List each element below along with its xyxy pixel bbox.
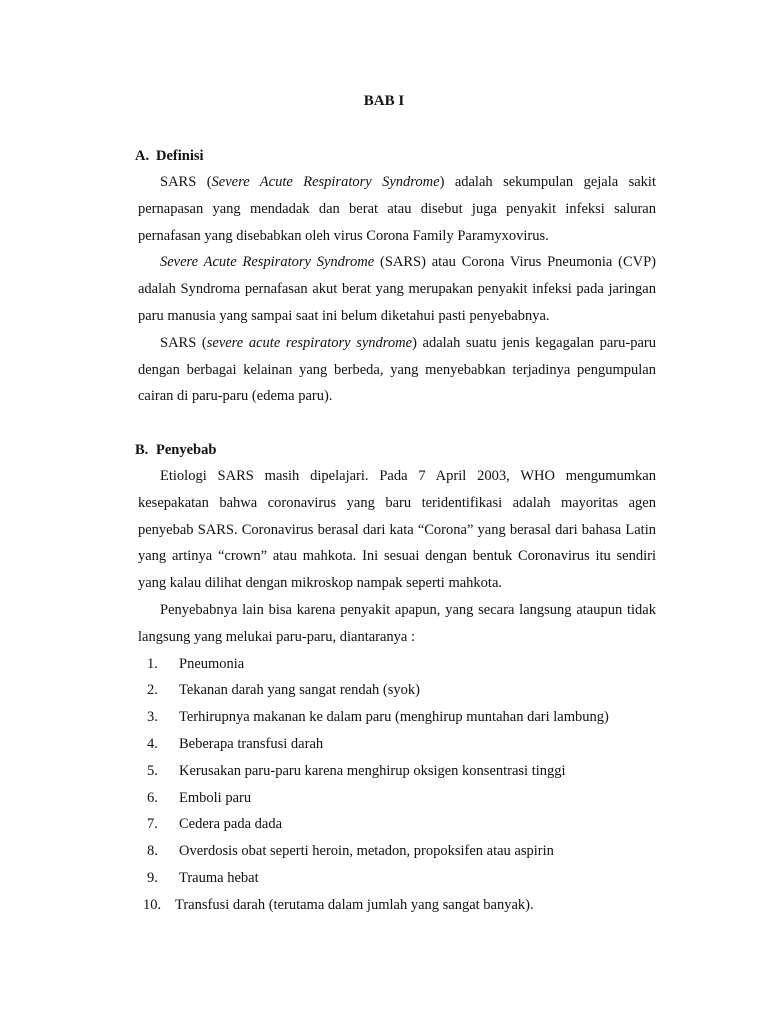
list-number: 7. [147,816,158,833]
list-text: Terhirupnya makanan ke dalam paru (menghirup muntahan dari lambung) [179,709,609,726]
list-number: 6. [147,789,158,806]
section-title: Definisi [156,148,204,164]
list-number: 3. [147,709,158,726]
list-item [138,865,656,892]
paragraph-penyebab-1: Etiologi SARS masih dipelajari. Pada 7 April 2003, WHO mengumumkan kesepakatan bahwa coronavirus yang baru teridentifikasi adalah mayoritas agen penyebab SARS. Coronavirus berasal dari kata “Corona” yang berasal dari bahasa Latin yang artinya “crown” atau mahkota. Ini sesuai dengan bentuk Coronavirus itu sendiri yang kalau dilihat dengan mikroskop nampak seperti mahkota. [138,468,656,592]
list-item [138,704,656,731]
list-number: 1. [147,655,158,672]
list-text: Cedera pada dada [179,816,283,833]
list-text: Trauma hebat [179,869,259,886]
list-item [138,785,656,812]
paragraph-text: SARS ( [160,334,207,351]
cause-list [138,651,656,919]
section-penyebab [135,437,656,919]
chapter-title: BAB I [363,93,405,109]
list-text: Transfusi darah (terutama dalam jumlah yang sangat banyak). [175,896,534,913]
list-text: Overdosis obat seperti heroin, metadon, propoksifen atau aspirin [179,843,554,860]
paragraph-text: ) adalah suatu jenis kegagalan paru-paru dengan berbagai kelainan yang berbeda, yang menyebabkan terjadinya pengumpulan cairan di paru-paru (edema paru). [138,334,656,405]
italic-term: Severe Acute Respiratory Syndrome [160,254,375,271]
italic-term: Severe Acute Respiratory Syndrome [211,174,440,190]
list-item [138,651,656,678]
list-text: Tekanan darah yang sangat rendah (syok) [179,682,420,699]
paragraph-text: SARS ( [160,174,212,190]
italic-term: severe acute respiratory syndrome [206,334,413,351]
list-item [138,838,656,865]
list-number: 10. [143,896,162,913]
list-number: 9. [147,869,158,886]
list-number: 4. [147,735,158,752]
list-number: 2. [147,682,158,699]
list-text: Pneumonia [179,655,245,672]
section-heading-definisi [135,143,656,169]
list-item [138,731,656,758]
list-item [138,677,656,704]
list-item [138,811,656,838]
list-number: 5. [147,762,158,779]
list-text: Emboli paru [179,789,252,806]
list-text: Kerusakan paru-paru karena menghirup oksigen konsentrasi tinggi [179,762,566,779]
paragraph-text: (SARS) atau Corona Virus Pneumonia (CVP) adalah Syndroma pernafasan akut berat yang merupakan penyakit infeksi pada jaringan paru manusia yang sampai saat ini belum diketahui pasti penyebabnya. [138,254,656,324]
paragraph-definisi-1 [138,169,656,249]
section-label: B. [135,442,149,458]
paragraph-text: ) adalah sekumpulan gejala sakit pernapasan yang mendadak dan berat atau disebut juga penyakit infeksi saluran pernafasan yang disebabkan oleh virus Corona Family Paramyxovirus. [138,174,656,244]
paragraph-penyebab-2: Penyebabnya lain bisa karena penyakit apapun, yang secara langsung ataupun tidak langsung yang melukai paru-paru, diantaranya : [138,601,656,645]
list-item [138,892,656,919]
section-definisi [135,143,656,410]
section-heading-penyebab [135,437,656,463]
section-title: Penyebab [156,442,217,458]
section-label: A. [135,148,150,164]
list-item [138,758,656,785]
paragraph-definisi-3 [138,330,656,410]
list-number: 8. [147,843,158,860]
paragraph-definisi-2 [138,249,656,329]
list-text: Beberapa transfusi darah [179,735,324,752]
